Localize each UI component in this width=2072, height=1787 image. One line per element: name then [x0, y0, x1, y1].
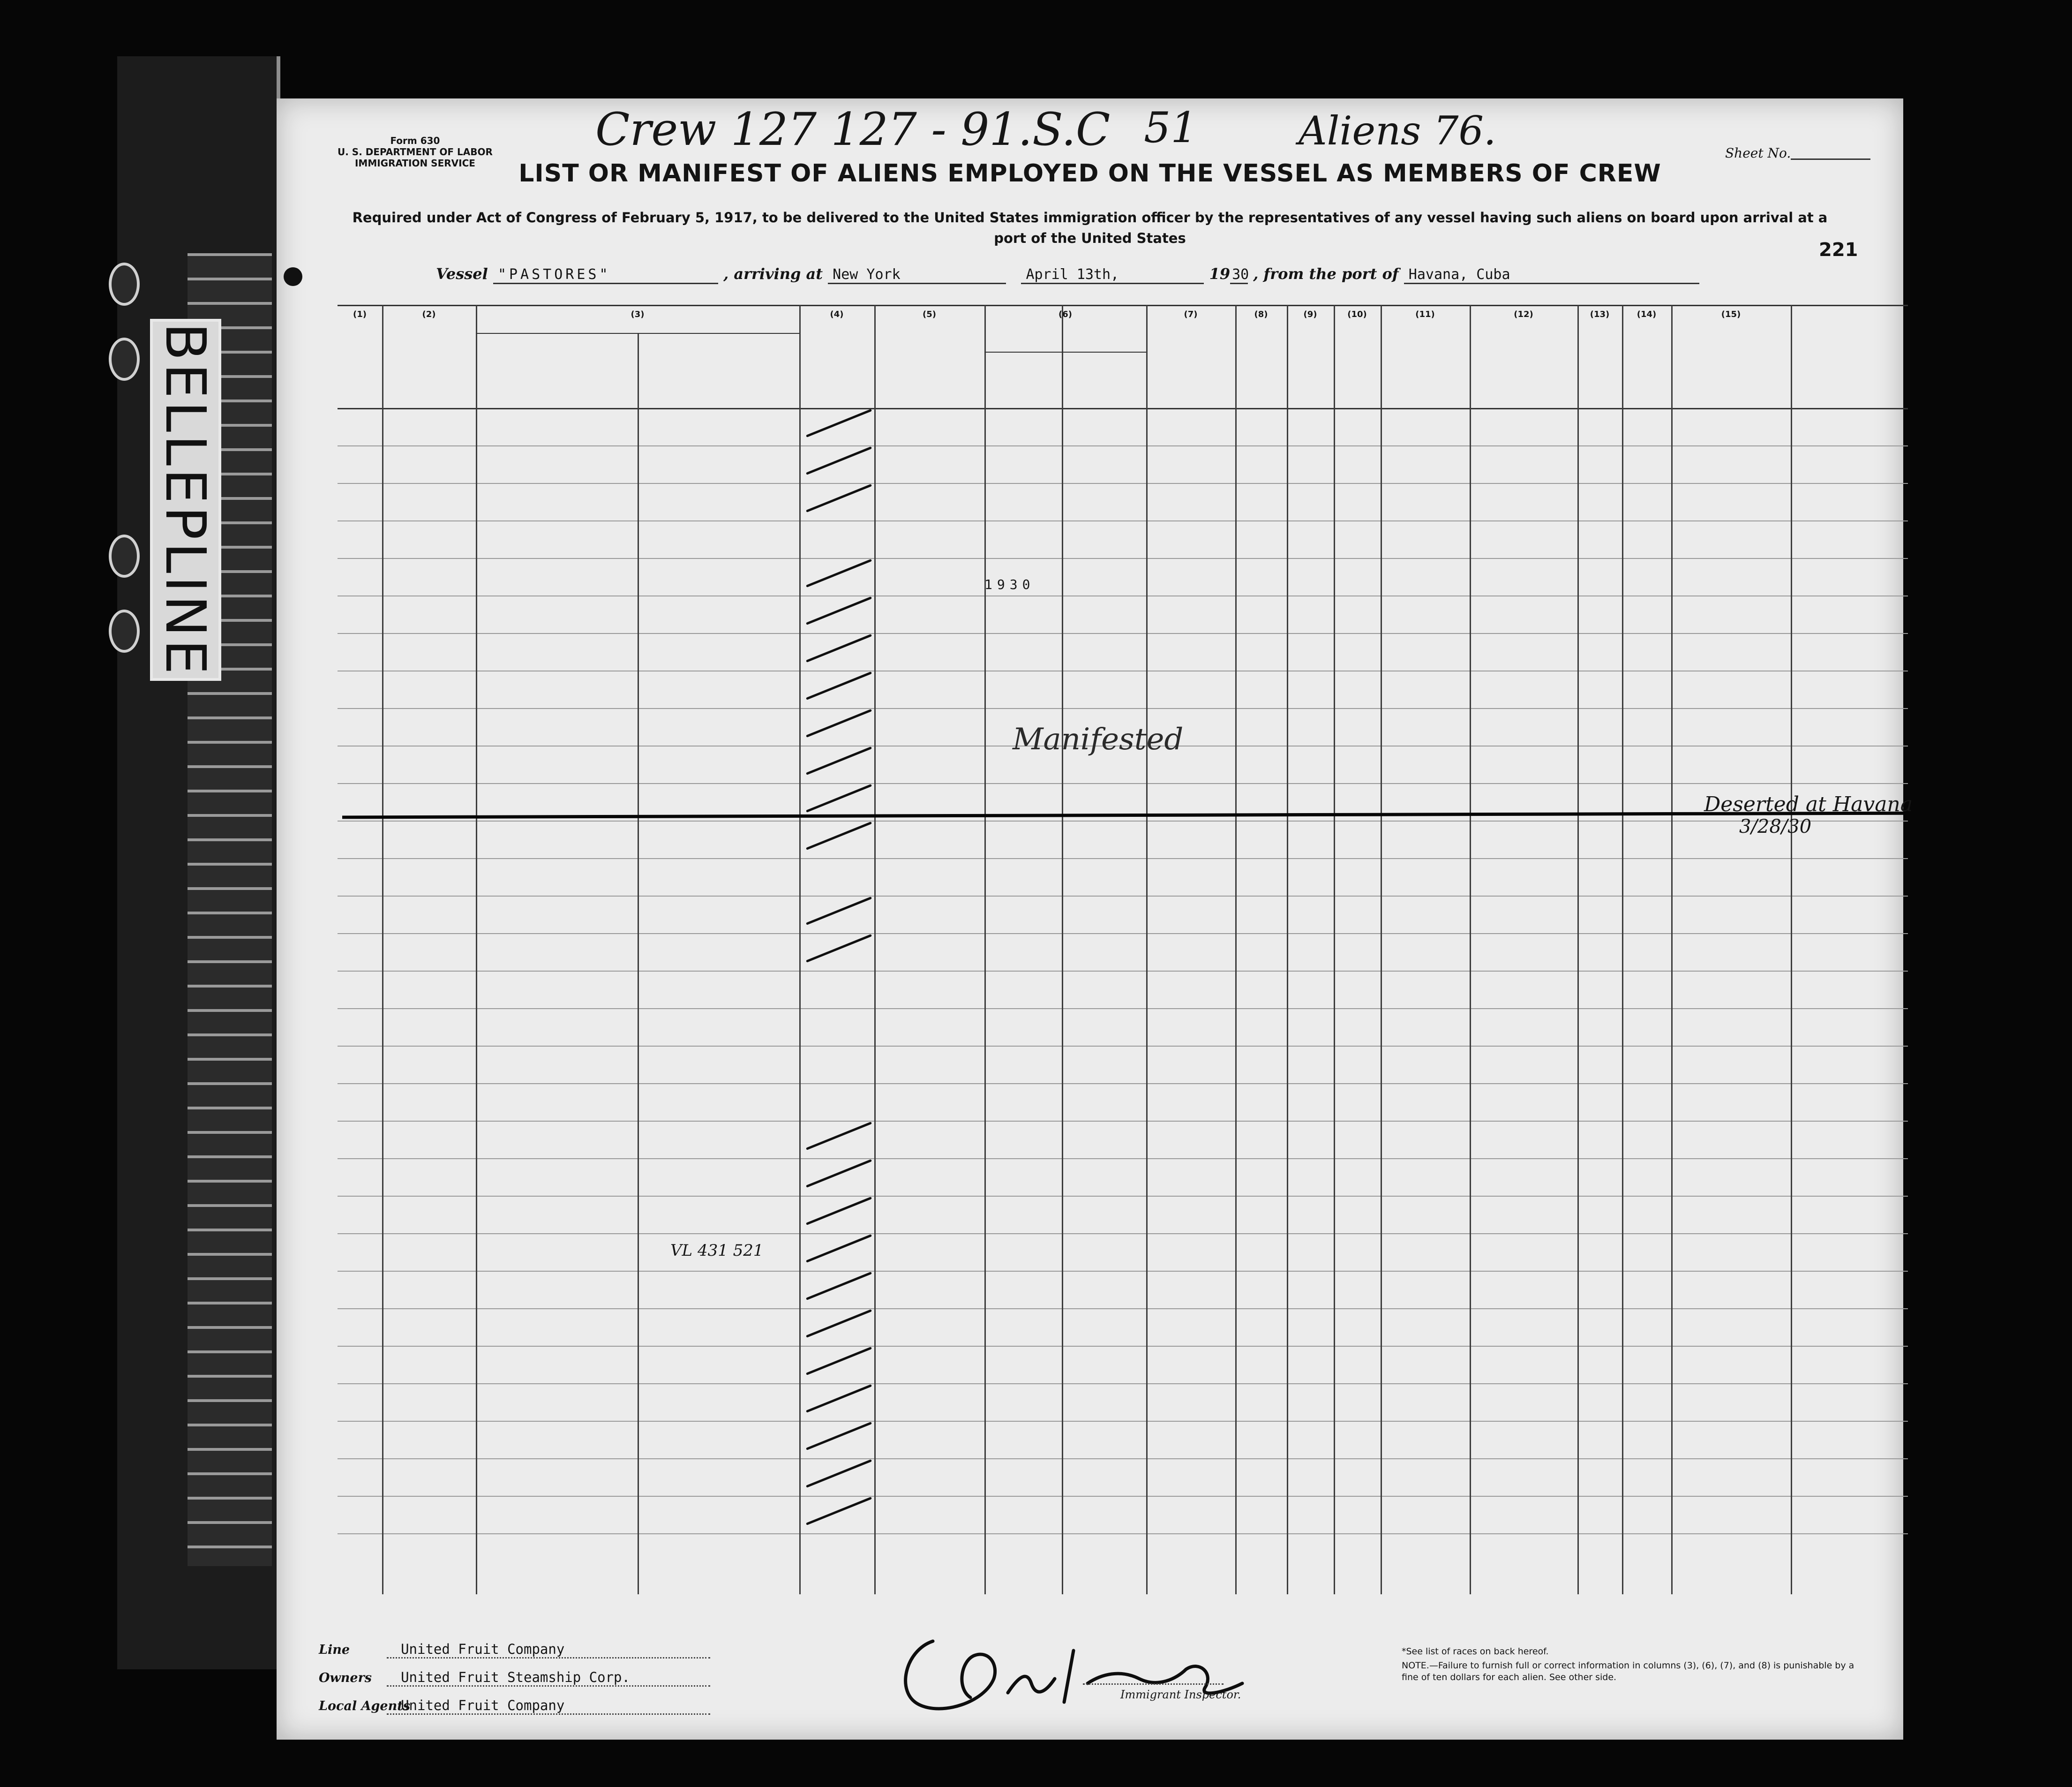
- count-annotation: 51: [1144, 103, 1198, 152]
- sheet-number-label: Sheet No.: [1725, 145, 1791, 161]
- page-title: LIST OR MANIFEST OF ALIENS EMPLOYED ON THE VESSEL AS MEMBERS OF CREW: [518, 159, 1661, 188]
- column-number: (15): [1721, 309, 1741, 319]
- column-number: (3): [631, 309, 645, 319]
- column-number: (1): [353, 309, 367, 319]
- column-rule: [1470, 305, 1471, 1594]
- service-slash-mark: [806, 1497, 872, 1525]
- form-number: Form 630 U. S. DEPARTMENT OF LABOR IMMIGRATION SERVICE: [338, 135, 493, 169]
- column-number: (10): [1347, 309, 1367, 319]
- agents-company: United Fruit Company: [387, 1697, 710, 1715]
- spine-label-text: BELLEPLINE: [153, 322, 218, 678]
- column-rule: [1334, 305, 1335, 1594]
- inspector-line: [1083, 1683, 1224, 1685]
- manifest-page: [277, 98, 1913, 1740]
- page-number: 221: [1819, 239, 1858, 261]
- departure-port: Havana, Cuba: [1404, 266, 1699, 284]
- binder-hole: [109, 263, 140, 306]
- arrival-port: New York: [828, 266, 1006, 284]
- year-annotation: 1930: [984, 577, 1035, 592]
- service-slash-mark: [806, 1122, 872, 1150]
- service-slash-mark: [806, 484, 872, 513]
- strike-through-line: [342, 812, 1931, 819]
- service-slash-mark: [806, 1159, 872, 1188]
- vessel-line: Vessel "PASTORES" , arriving at New York April 13th, 19 30 , from the port of Havana, Cuba: [436, 265, 1699, 284]
- service-slash-mark: [806, 897, 872, 925]
- column-rule: [1062, 305, 1063, 1594]
- service-slash-mark: [806, 1459, 872, 1488]
- service-slash-mark: [806, 822, 872, 850]
- service-slash-mark: [806, 1384, 872, 1413]
- deserted-date-annotation: 3/28/30: [1739, 816, 1812, 837]
- column-rule: [1146, 305, 1148, 1594]
- footer-agents: Local Agents United Fruit Company: [319, 1697, 710, 1715]
- service-slash-mark: [806, 784, 872, 813]
- column-number: (11): [1415, 309, 1435, 319]
- service-slash-mark: [806, 446, 872, 475]
- footer-line: Line United Fruit Company: [319, 1641, 710, 1659]
- binder-hole: [109, 610, 140, 653]
- name-subheader-rule: [476, 333, 799, 334]
- service-slash-mark: [806, 596, 872, 625]
- column-rule: [1577, 305, 1579, 1594]
- service-slash-mark: [806, 709, 872, 738]
- column-rule: [476, 305, 477, 1594]
- binder-spine-label: [150, 319, 221, 681]
- penalty-note: NOTE.—Failure to furnish full or correct information in columns (3), (6), (7), and (8) is punishable by a fine of ten dollars for each alien. See other side.: [1402, 1660, 1854, 1682]
- manifested-annotation: Manifested: [1013, 722, 1184, 757]
- service-slash-mark: [806, 1422, 872, 1450]
- column-rule: [1235, 305, 1237, 1594]
- column-rule: [874, 305, 876, 1594]
- arrival-year: 30: [1230, 266, 1248, 284]
- service-slash-mark: [806, 1309, 872, 1338]
- shipped-subheader-rule: [984, 352, 1146, 353]
- service-slash-mark: [806, 1347, 872, 1375]
- binder-hole: [109, 338, 140, 381]
- service-slash-mark: [806, 934, 872, 963]
- column-number: (5): [923, 309, 936, 319]
- service-slash-mark: [806, 559, 872, 588]
- column-rule: [382, 305, 383, 1594]
- service-slash-mark: [806, 671, 872, 700]
- service-slash-mark: [806, 1234, 872, 1263]
- column-rule: [984, 305, 986, 1594]
- service-slash-mark: [806, 1197, 872, 1225]
- column-rule: [799, 305, 801, 1594]
- column-number: (2): [422, 309, 436, 319]
- column-number: (14): [1637, 309, 1657, 319]
- column-number: (9): [1303, 309, 1317, 319]
- column-number: (12): [1514, 309, 1533, 319]
- column-rule: [638, 333, 639, 1594]
- row-18-annotation: VL 431 521: [670, 1241, 764, 1260]
- service-slash-mark: [806, 409, 872, 437]
- crew-count-annotation: Crew 127 127 - 91.S.C: [595, 103, 1111, 156]
- races-note: *See list of races on back hereof.: [1402, 1646, 1549, 1657]
- line-company: United Fruit Company: [387, 1641, 710, 1659]
- owners-company: United Fruit Steamship Corp.: [387, 1669, 710, 1687]
- aliens-annotation: Aliens 76.: [1299, 108, 1496, 154]
- service-slash-mark: [806, 634, 872, 663]
- column-rule: [1622, 305, 1623, 1594]
- column-rule: [1791, 305, 1792, 1594]
- column-rule: [1287, 305, 1288, 1594]
- column-number: (7): [1184, 309, 1198, 319]
- column-number: (8): [1254, 309, 1268, 319]
- binder-hole: [109, 535, 140, 578]
- vessel-name: "PASTORES": [493, 266, 718, 284]
- column-number: (6): [1059, 309, 1072, 319]
- footer-owners: Owners United Fruit Steamship Corp.: [319, 1669, 710, 1687]
- deserted-annotation: Deserted at Havana: [1704, 792, 1913, 816]
- inspector-label: Immigrant Inspector.: [1120, 1688, 1241, 1701]
- service-slash-mark: [806, 746, 872, 775]
- column-number: (13): [1590, 309, 1610, 319]
- service-slash-mark: [806, 1272, 872, 1300]
- column-rule: [1381, 305, 1382, 1594]
- arrival-date: April 13th,: [1021, 266, 1204, 284]
- column-rule: [1671, 305, 1673, 1594]
- inspector-signature: [877, 1622, 1261, 1721]
- punch-hole: [284, 267, 302, 286]
- column-number: (4): [830, 309, 844, 319]
- page-subtitle: Required under Act of Congress of February 5, 1917, to be delivered to the United States immigration officer by the representatives of any vessel having such aliens on board upon arrival at a port of the United States: [352, 210, 1828, 246]
